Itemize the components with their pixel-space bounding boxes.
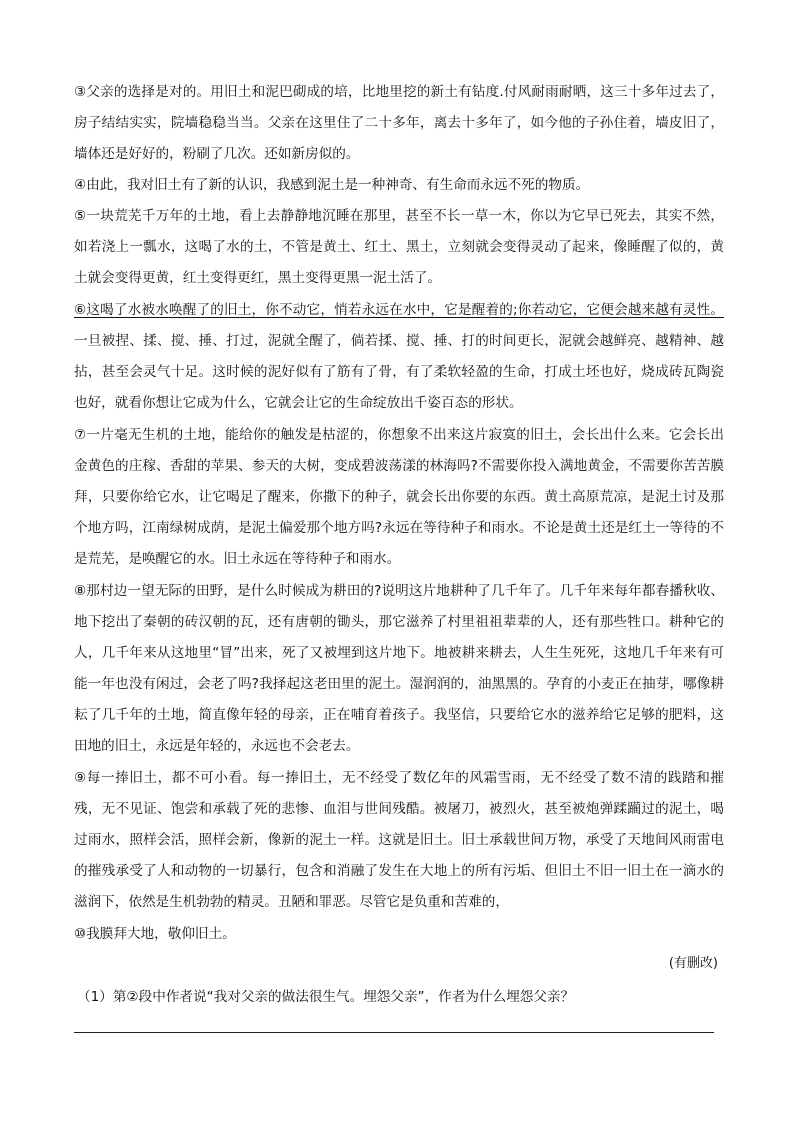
paragraph-7-text: ⑦一片毫无生机的土地，能给你的触发是枯涩的，你想象不出来这片寂寞的旧土，会长出什么来。它会长出金黄色的庄稼、香甜的苹果、参天的大树，变成碧波荡漾的林海吗?不需要你投入满地黄金，不需要你苦苦膜拜，只要你给它水，让它喝足了醒来，你撒下的种子，就会长出你要的东西。黄土高原荒凉，是泥土讨及那个地方吗，江南绿树成荫，是泥土偏爱那个地方吗?永远在等待种子和雨水。不论是黄土还是红土一等待的不是荒芜，是唤醒它的水。旧土永远在等待种子和雨水。 [74,427,724,567]
abridged-note: (有删改) [668,956,718,971]
paragraph-3 [74,77,724,170]
paragraph-6-text: 一旦被捏、揉、搅、捶、打过，泥就全醒了，倘若揉、搅、捶、打的时间更长，泥就会越鲜亮、越精神、越拈，甚至会灵气十足。这时候的泥好似有了筋有了骨，有了柔软轻盈的生命，打成土坯也好，烧成砖瓦陶瓷也好，就看你想让它成为什么，它就会让它的生命绽放出千姿百态的形状。 [74,333,724,411]
paragraph-7 [74,420,724,575]
question-1: （1）第②段中作者说“我对父亲的做法很生气。埋怨父亲”，作者为什么埋怨父亲？ [77,989,575,1005]
paragraph-9 [74,763,724,918]
paragraph-4-text: ④由此，我对旧土有了新的认识，我感到泥土是一种神奇、有生命而永远不死的物质。 [74,177,590,193]
paragraph-10 [74,919,724,950]
paragraph-9-text: ⑨每一捧旧土，都不可小看。每一捧旧土，无不经受了数亿年的风霜雪雨，无不经受了数不清的践踏和摧残，无不见证、饱尝和承载了死的悲惨、血泪与世间残酷。被屠刀，被烈火，甚至被炮弹蹂躏过的泥土，喝过雨水，照样会活，照样会新，像新的泥土一样。这就是旧土。旧土承载世间万物，承受了天地间风雨雷电的摧残承受了人和动物的一切暴行，包含和消融了发生在大地上的所有污垢、但旧土不旧一旧土在一滴水的滋润下，依然是生机勃勃的精灵。丑陋和罪恶。尽管它是负重和苦难的， [74,770,724,910]
answer-line[interactable] [74,1032,714,1033]
paragraph-10-text: ⑩我膜拜大地，敬仰旧土。 [74,926,236,942]
paragraph-6-underlined-sentence: ⑥这喝了水被水唤醒了的旧土，你不动它，悄若永远在水中，它是醒着的;你若动它，它便会越来越有灵性。 [74,302,724,318]
paragraph-8-text: ⑧那村边一望无际的田野，是什么时候成为耕田的?说明这片地耕种了几千年了。几千年来每年都春播秋收、地下挖出了秦朝的砖汉朝的瓦，还有唐朝的锄头，那它滋养了村里祖祖辈辈的人，还有那些牲口。耕种它的人，几千年来从这地里“冒”出来，死了又被埋到这片地下。地被耕来耕去，人生生死死，这地几千年来有可能一年也没有闲过，会老了吗?我择起这老田里的泥土。湿润润的，油黑黑的。孕育的小麦正在抽芽，哪像耕耘了几千年的土地，简直像年轻的母亲，正在哺育着孩子。我坚信，只要给它水的滋养给它足够的肥料，这田地的旧土，永远是年轻的，永远也不会老去。 [74,583,724,754]
paragraph-3-text: ③父亲的选择是对的。用旧土和泥巴砌成的培，比地里挖的新土有钻度.付风耐雨耐晒，这三十多年过去了，房子结结实实，院墙稳稳当当。父亲在这里住了二十多年，离去十多年了，如今他的子孙住着，墙皮旧了，墙体还是好好的，粉刷了几次。还如新房似的。 [74,84,724,162]
paragraph-5-text: ⑤一块荒芜千万年的土地，看上去静静地沉睡在那里，甚至不长一草一木，你以为它早已死去，其实不然，如若浇上一瓢水，这喝了水的土，不管是黄土、红土、黑土，立刻就会变得灵动了起来，像睡醒了似的，黄土就会变得更黄，红土变得更红，黑土变得更黑一泥土活了。 [74,208,724,286]
paragraph-5 [74,201,724,294]
paragraph-8 [74,576,724,762]
paragraph-4 [74,170,724,201]
paragraph-6 [74,295,724,419]
